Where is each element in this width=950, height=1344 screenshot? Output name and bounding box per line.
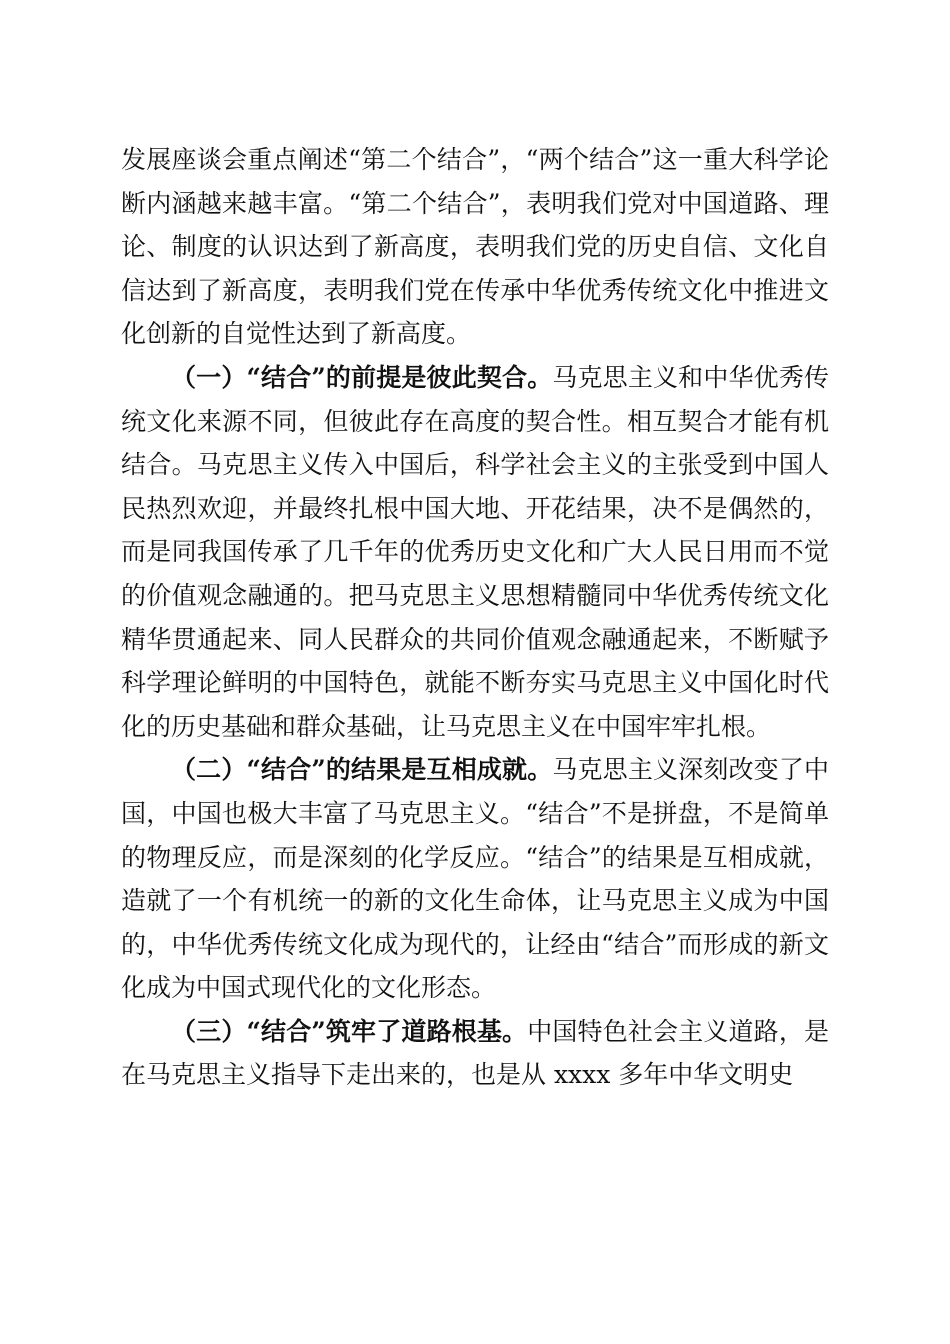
paragraph-body: 马克思主义和中华优秀传统文化来源不同，但彼此存在高度的契合性。相互契合才能有机结合。马克思主义传入中国后，科学社会主义的主张受到中国人民热烈欢迎，并最终扎根中国大地、开花结果，决不是偶然的，而是同我国传承了几千年的优秀历史文化和广大人民日用而不觉的价值观念融通的。把马克思主义思想精髓同中华优秀传统文化精华贯通起来、同人民群众的共同价值观念融通起来，不断赋予科学理论鲜明的中国特色，就能不断夯实马克思主义中国化时代化的历史基础和群众基础，让马克思主义在中国牢牢扎根。 (121, 362, 829, 741)
document-body (121, 138, 829, 1097)
paragraph-section-3 (121, 1010, 829, 1097)
paragraph-section-1 (121, 356, 829, 748)
section-heading: （一）“结合”的前提是彼此契合。 (171, 362, 553, 392)
paragraph-continuation (121, 138, 829, 356)
section-heading: （三）“结合”筑牢了道路根基。 (171, 1016, 528, 1046)
paragraph-section-2 (121, 748, 829, 1010)
section-heading: （二）“结合”的结果是互相成就。 (171, 755, 553, 785)
paragraph-body: 中国特色社会主义道路，是在马克思主义指导下走出来的，也是从 xxxx 多年中华文明史 (121, 1016, 829, 1090)
paragraph-body: 马克思主义深刻改变了中国，中国也极大丰富了马克思主义。“结合”不是拼盘，不是简单的物理反应，而是深刻的化学反应。“结合”的结果是互相成就，造就了一个有机统一的新的文化生命体，让马克思主义成为中国的，中华优秀传统文化成为现代的，让经由“结合”而形成的新文化成为中国式现代化的文化形态。 (121, 755, 829, 1003)
paragraph-body: 发展座谈会重点阐述“第二个结合”，“两个结合”这一重大科学论断内涵越来越丰富。“第二个结合”，表明我们党对中国道路、理论、制度的认识达到了新高度，表明我们党的历史自信、文化自信达到了新高度，表明我们党在传承中华优秀传统文化中推进文化创新的自觉性达到了新高度。 (121, 145, 829, 349)
